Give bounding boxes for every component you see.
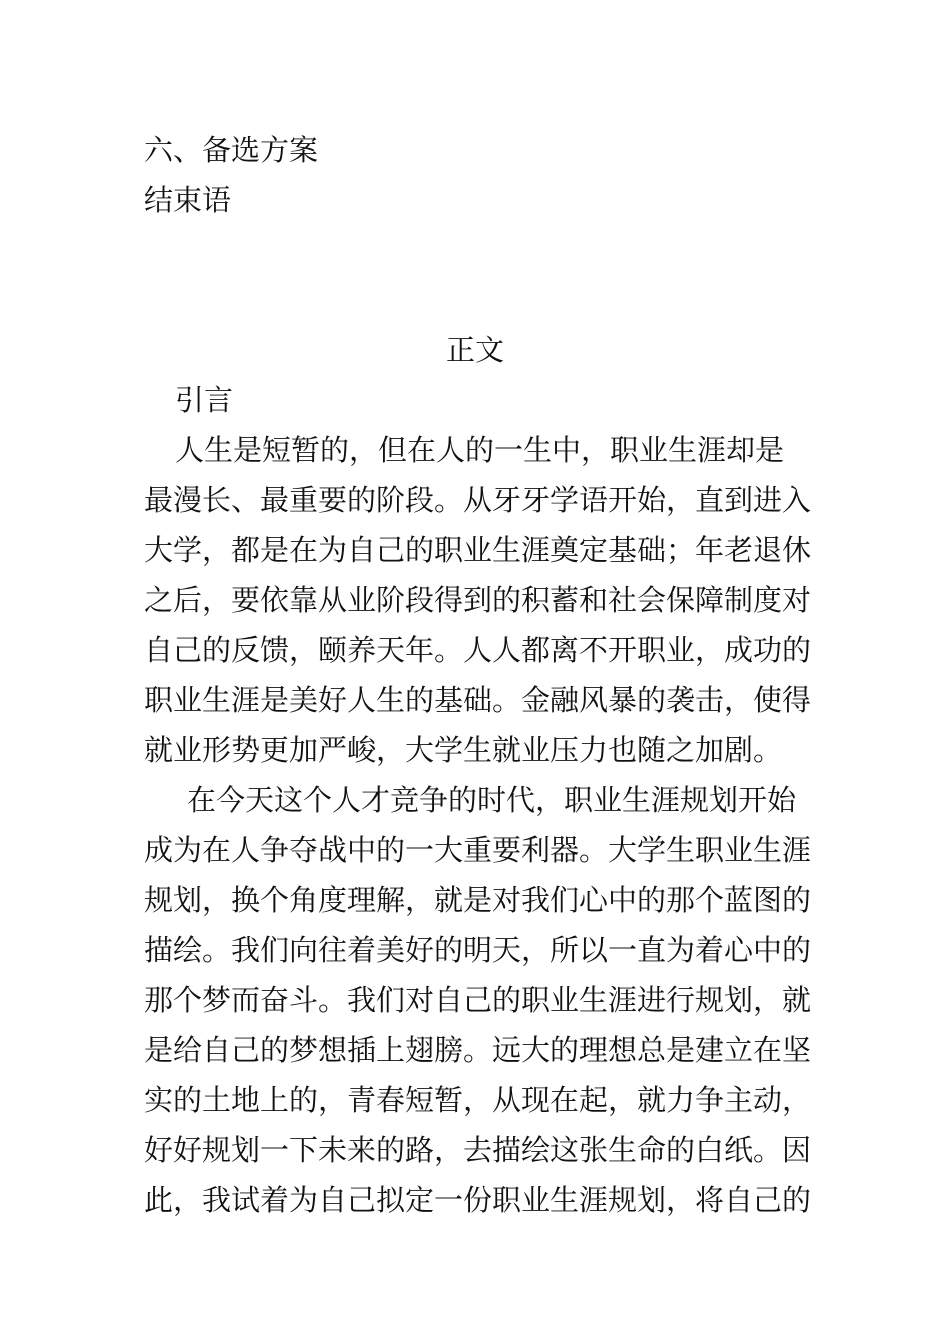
paragraph-2-line: 那个梦而奋斗。我们对自己的职业生涯进行规划，就 [144,983,812,1017]
paragraph-2-line: 此，我试着为自己拟定一份职业生涯规划，将自己的 [144,1183,812,1217]
paragraph-2-line: 规划，换个角度理解，就是对我们心中的那个蓝图的 [144,883,812,917]
paragraph-2-line: 实的土地上的，青春短暂，从现在起，就力争主动， [144,1083,812,1117]
paragraph-1-line: 之后，要依靠从业阶段得到的积蓄和社会保障制度对 [144,583,812,617]
paragraph-2-line: 是给自己的梦想插上翅膀。远大的理想总是建立在坚 [144,1033,812,1067]
subheading-introduction: 引言 [175,383,234,417]
paragraph-1-line: 就业形势更加严峻，大学生就业压力也随之加剧。 [144,733,783,767]
toc-item-conclusion: 结束语 [144,183,232,217]
toc-item-alternative-plan: 六、备选方案 [144,133,319,167]
paragraph-2-line: 在今天这个人才竞争的时代，职业生涯规划开始 [187,783,797,817]
paragraph-2-line: 成为在人争夺战中的一大重要利器。大学生职业生涯 [144,833,812,867]
paragraph-2-line: 描绘。我们向往着美好的明天，所以一直为着心中的 [144,933,812,967]
paragraph-1-line: 大学，都是在为自己的职业生涯奠定基础；年老退休 [144,533,812,567]
section-heading-main-text: 正文 [445,333,504,367]
paragraph-1-line: 最漫长、最重要的阶段。从牙牙学语开始，直到进入 [144,483,812,517]
paragraph-1-line: 人生是短暂的，但在人的一生中，职业生涯却是 [175,433,785,467]
paragraph-1-line: 自己的反馈，颐养天年。人人都离不开职业，成功的 [144,633,812,667]
paragraph-1-line: 职业生涯是美好人生的基础。金融风暴的袭击，使得 [144,683,812,717]
paragraph-2-line: 好好规划一下未来的路，去描绘这张生命的白纸。因 [144,1133,812,1167]
